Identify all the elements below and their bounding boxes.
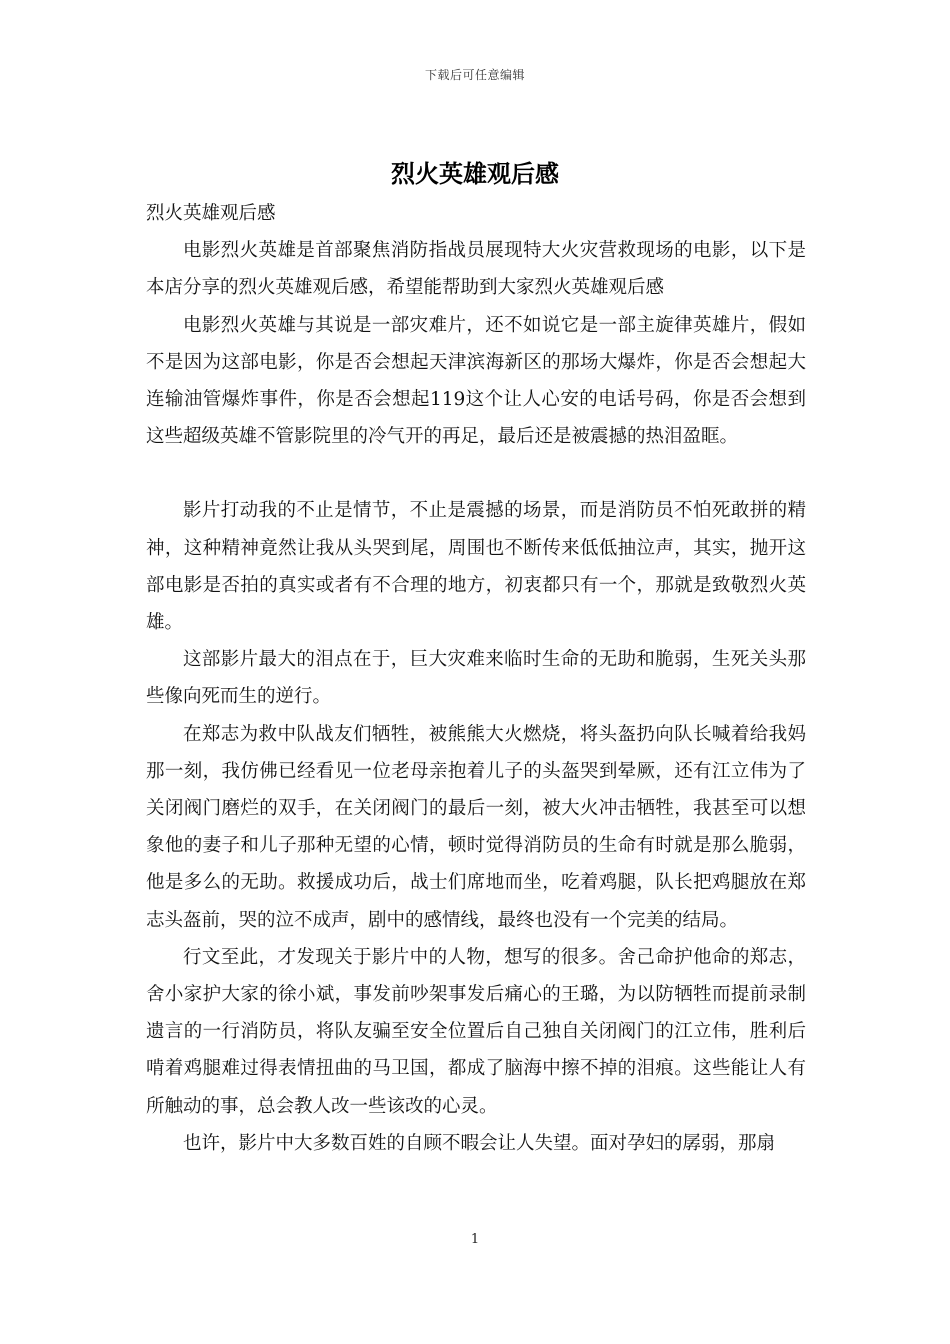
paragraph: 影片打动我的不止是情节，不止是震撼的场景，而是消防员不怕死敢拼的精神，这种精神竟然让我从头哭到尾，周围也不断传来低低抽泣声，其实，抛开这部电影是否拍的真实或者有不合理的地方，初衷都只有一个，那就是致敬烈火英雄。 [146,500,806,634]
paragraph: 行文至此，才发现关于影片中的人物，想写的很多。舍己命护他命的郑志，舍小家护大家的徐小斌，事发前吵架事发后痛心的王璐，为以防牺牲而提前录制遗言的一行消防员，将队友骗至安全位置后自己独自关闭阀门的江立伟，胜利后啃着鸡腿难过得表情扭曲的马卫国，都成了脑海中擦不掉的泪痕。这些能让人有所触动的事，总会教人改一些该改的心灵。 [146,946,806,1117]
paragraph: 这部影片最大的泪点在于，巨大灾难来临时生命的无助和脆弱，生死关头那些像向死而生的逆行。 [146,649,806,708]
paragraph: 电影烈火英雄是首部聚焦消防指战员展现特大火灾营救现场的电影，以下是本店分享的烈火英雄观后感，希望能帮助到大家烈火英雄观后感 [146,240,806,299]
paragraph-subtitle: 烈火英雄观后感 [146,203,276,224]
page-number: 1 [470,1232,480,1247]
paragraph: 电影烈火英雄与其说是一部灾难片，还不如说它是一部主旋律英雄片，假如不是因为这部电影，你是否会想起天津滨海新区的那场大爆炸，你是否会想起大连输油管爆炸事件，你是否会想起119这个让人心安的电话号码，你是否会想到这些超级英雄不管影院里的冷气开的再足，最后还是被震撼的热泪盈眶。 [146,314,806,448]
paragraph: 在郑志为救中队战友们牺牲，被熊熊大火燃烧，将头盔扔向队长喊着给我妈那一刻，我仿佛已经看见一位老母亲抱着儿子的头盔哭到晕厥，还有江立伟为了关闭阀门磨烂的双手，在关闭阀门的最后一刻，被大火冲击牺牲，我甚至可以想象他的妻子和儿子那种无望的心情，顿时觉得消防员的生命有时就是那么脆弱，他是多么的无助。救援成功后，战士们席地而坐，吃着鸡腿，队长把鸡腿放在郑志头盔前，哭的泣不成声，剧中的感情线，最终也没有一个完美的结局。 [146,723,806,931]
header-note: 下载后可任意编辑 [424,68,525,82]
paragraph: 也许，影片中大多数百姓的自顾不暇会让人失望。面对孕妇的孱弱，那扇 [183,1132,776,1154]
document-title: 烈火英雄观后感 [391,160,559,188]
document-body [146,195,806,1162]
